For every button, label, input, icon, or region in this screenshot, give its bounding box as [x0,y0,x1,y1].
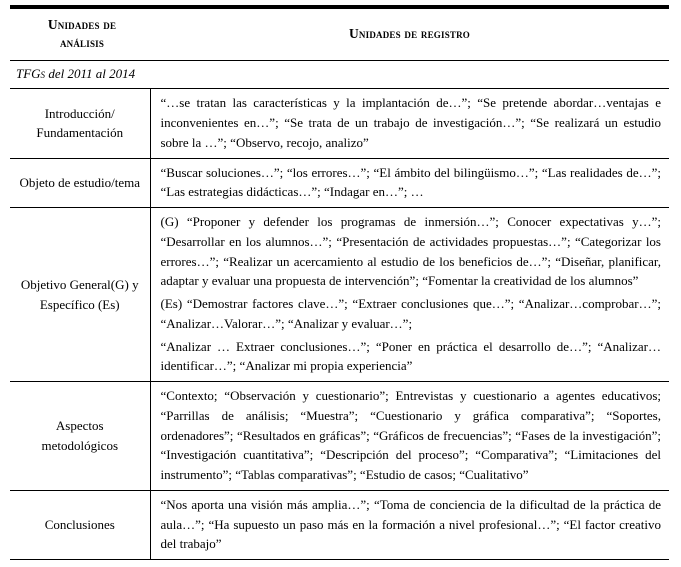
span-row-prefix: TFGs [16,66,46,82]
table-row [10,382,669,491]
row-content-objeto-de-estudio [150,158,669,208]
span-row-tfgs [10,61,669,89]
content-analysis-table [10,9,669,560]
row-content-aspectos-metodologicos [150,382,669,491]
row-content-introduccion [150,89,669,158]
header-unidades-de-registro: Unidades de registro [150,9,669,61]
row-category-aspectos-metodologicos: Aspectos metodológicos [10,382,150,491]
content-paragraph: “Buscar soluciones…”; “los errores…”; “El ámbito del bilingüismo…”; “Las realidades de…”; “Las estrategias didácticas…”; “Indagar en…”; … [160,164,661,200]
table-body [10,61,669,560]
row-content-objetivo-general-especifico [150,208,669,382]
content-paragraph-especifico-cont: “Analizar … Extraer conclusiones…”; “Poner en práctica el desarrollo de…”; “Analizar…identificar…”; “Analizar mi propia experiencia” [160,338,661,374]
header-row [10,9,669,61]
table-row [10,89,669,158]
content-paragraph-general: (G) “Proponer y defender los programas de inmersión…”; Conocer expectativas y…”; “Desarrollar en los alumnos…”; “Presentación de actividades propuestas…”; “Categorizar los errores…”; “Realizar un acercamiento al estudio de los beneficios de…”; “Diseñar, planificar, adaptar y evaluar una propuesta de intervención”; “Fomentar la creatividad de los alumnos” [160,214,661,289]
table-row [10,490,669,559]
content-paragraph: “…se tratan las características y la implantación de…”; “Se pretende abordar…ventajas e inconvenientes en…”; “Se trata de un trabajo de investigación…”; “Se realizará un estudio sobre la …”; “Observo, recojo, analizo” [160,95,661,150]
row-category-introduccion: Introducción/ Fundamentación [10,89,150,158]
header-unidades-de-analisis: Unidades de análisis [10,9,150,61]
span-row-label [10,61,669,89]
row-category-objeto-de-estudio: Objeto de estudio/tema [10,158,150,208]
row-content-conclusiones [150,490,669,559]
table-row [10,208,669,382]
content-paragraph: “Nos aporta una visión más amplia…”; “Toma de conciencia de la dificultad de la práctica de aula…”; “Ha supuesto un paso más en la formación a nivel profesional…”; “El factor creativo del trabajo” [160,496,661,552]
span-row-rest: del 2011 al 2014 [45,66,136,82]
analysis-table-container [10,0,669,560]
row-category-conclusiones: Conclusiones [10,490,150,559]
table-header [10,9,669,61]
table-row [10,158,669,208]
content-paragraph-especifico: (Es) “Demostrar factores clave…”; “Extraer conclusiones que…”; “Analizar…comprobar…”; “Analizar…Valorar…”; “Analizar y evaluar…”; [160,296,661,331]
content-paragraph: “Contexto; “Observación y cuestionario”; Entrevistas y cuestionario a agentes educativos; “Parrillas de análisis; “Muestra”; “Cuestionario y gráfica comparativa”; “Soportes, ordenadores”; “Resultados en gráficas”; “Gráficos de frecuencias”; “Fases de la investigación”; “Investigación cuantitativa”; “Descripción del proceso”; “Comparativa”; “Limitaciones del instrumento”; “Tablas comparativas”; “Estudio de casos; “Cualitativo” [160,388,661,483]
row-category-objetivo-general-especifico: Objetivo General(G) y Específico (Es) [10,208,150,382]
